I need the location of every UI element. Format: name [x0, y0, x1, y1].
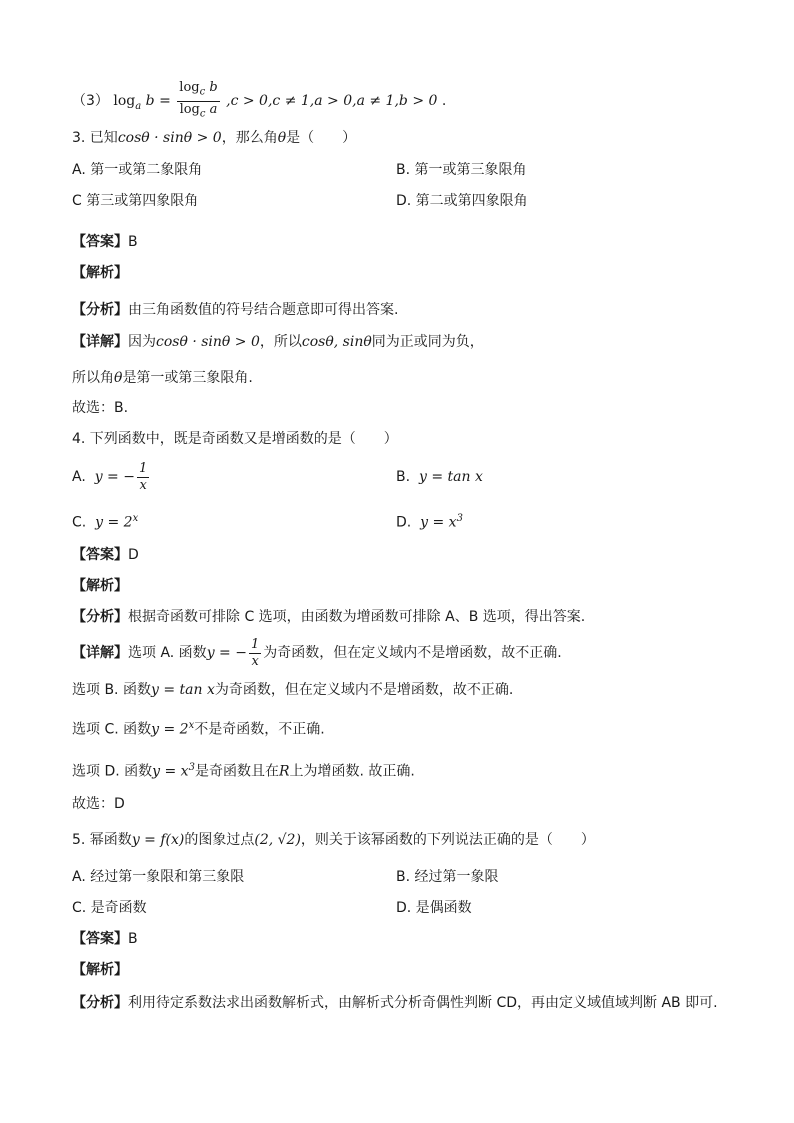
q3-jiexi: 【解析】 — [72, 265, 128, 281]
q4-option-a: A. y = − $\frac{1}{x}$ — [72, 460, 148, 493]
q3-option-d: D. 第二或第四象限角 — [396, 193, 528, 209]
q5-stem: 5. 幂函数y = f(x)的图象过点(2, √2)，则关于该幂函数的下列说法正确的是（ ） — [72, 832, 595, 848]
q4-stem: 4. 下列函数中，既是奇函数又是增函数的是（ ） — [72, 431, 398, 447]
q3-option-c: C 第三或第四象限角 — [72, 193, 199, 209]
q3-option-b: B. 第一或第三象限角 — [396, 162, 527, 178]
q3-option-a: A. 第一或第二象限角 — [72, 162, 203, 178]
q4-jiexi: 【解析】 — [72, 578, 128, 594]
q4-option-c: C. $y = 2^x$ — [72, 513, 139, 531]
q4-option-d: D. $y = x^3$ — [396, 513, 463, 531]
q3-answer: 【答案】B — [72, 234, 138, 250]
q4-xiangjie-d: 选项 D. 函数$y = x^3$是奇函数且在R上为增函数. 故正确. — [72, 762, 415, 780]
q5-jiexi: 【解析】 — [72, 962, 128, 978]
q5-answer: 【答案】B — [72, 931, 138, 947]
q3-stem: 3. 已知cosθ · sinθ > 0，那么角θ是（ ） — [72, 130, 357, 146]
q3-fenxi: 【分析】由三角函数值的符号结合题意即可得出答案. — [72, 302, 399, 318]
q5-option-a: A. 经过第一象限和第三象限 — [72, 869, 245, 885]
q4-answer: 【答案】D — [72, 547, 139, 563]
log-fraction: $\frac{\log_c b}{\log_c a}$ — [179, 80, 218, 120]
q4-option-b: B. y = tan x — [396, 469, 483, 485]
q5-option-c: C. 是奇函数 — [72, 900, 147, 916]
q5-option-d: D. 是偶函数 — [396, 900, 472, 916]
q4-guxuan: 故选：D — [72, 796, 125, 812]
q3-guxuan: 故选：B. — [72, 400, 129, 416]
q3-conclusion: 所以角θ是第一或第三象限角. — [72, 370, 253, 386]
q4-xiangjie-a: 【详解】选项 A. 函数y = − $\frac{1}{x}$ 为奇函数，但在定义域内不是增函数，故不正确. — [72, 636, 562, 669]
q4-xiangjie-c: 选项 C. 函数$y = 2^x$不是奇函数，不正确. — [72, 720, 325, 738]
log-formula-line: （3） $\log_a b$ = $\frac{\log_c b}{\log_c a}$ ,c > 0,c ≠ 1,a > 0,a ≠ 1,b > 0 . — [72, 80, 446, 122]
q4-xiangjie-b: 选项 B. 函数y = tan x为奇函数，但在定义域内不是增函数，故不正确. — [72, 682, 514, 698]
q5-option-b: B. 经过第一象限 — [396, 869, 499, 885]
q3-xiangjie: 【详解】因为cosθ · sinθ > 0，所以cosθ, sinθ同为正或同为负， — [72, 334, 484, 350]
q5-fenxi: 【分析】利用待定系数法求出函数解析式，由解析式分析奇偶性判断 CD，再由定义域值域判断 AB 即可. — [72, 995, 718, 1011]
q4-fenxi: 【分析】根据奇函数可排除 C 选项，由函数为增函数可排除 A、B 选项，得出答案. — [72, 609, 586, 625]
